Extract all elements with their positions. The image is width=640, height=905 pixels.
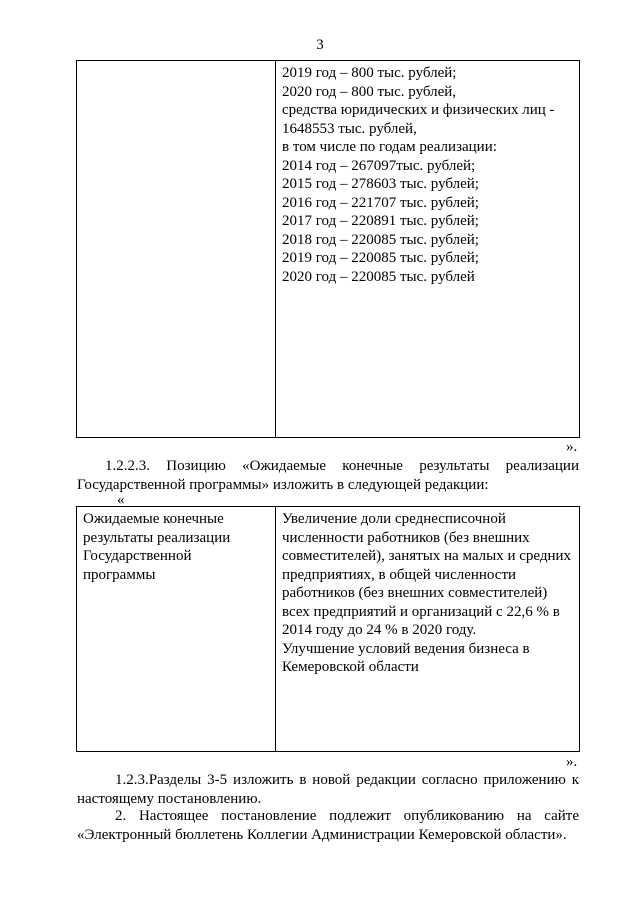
paragraph-line: 1.2.3.Разделы 3-5 изложить в новой редакции согласно приложению к: [115, 772, 579, 788]
value-line: совместителей), занятых на малых и средних: [282, 548, 572, 564]
expected-results-label-cell: [83, 510, 230, 584]
table-divider: [275, 61, 276, 437]
value-line: Кемеровской области: [282, 659, 419, 675]
paragraph-line: настоящему постановлению.: [77, 791, 262, 807]
paragraph-1-2-2-3: [77, 457, 579, 495]
financing-table: [76, 60, 580, 438]
table-divider: [275, 507, 276, 751]
financing-line: 2020 год – 220085 тыс. рублей: [282, 268, 475, 285]
paragraph-line: Государственной программы» изложить в следующей редакции:: [77, 477, 489, 493]
financing-line: средства юридических и физических лиц -: [282, 102, 555, 118]
closing-quote: ».: [566, 439, 578, 455]
closing-quote-2: ».: [566, 754, 578, 770]
value-line: всех предприятий и организаций с 22,6 % в: [282, 603, 560, 620]
paragraph-line: «Электронный бюллетень Коллегии Администрации Кемеровской области».: [77, 827, 567, 843]
page-number: 3: [316, 37, 324, 53]
financing-line: 2015 год – 278603 тыс. рублей;: [282, 176, 479, 192]
financing-line: в том числе по годам реализации:: [282, 139, 497, 155]
paragraph-2: [77, 807, 579, 845]
value-line: предприятиях, в общей численности: [282, 566, 517, 583]
financing-line: 2017 год – 220891 тыс. рублей;: [282, 213, 479, 229]
value-line: численности работников (без внешних: [282, 529, 530, 546]
value-line: 2014 году до 24 % в 2020 году.: [282, 622, 477, 638]
label-line: Государственной: [83, 548, 192, 564]
paragraph-line: 1.2.2.3. Позицию «Ожидаемые конечные результаты реализации: [105, 458, 579, 474]
paragraph-line: 2. Настоящее постановление подлежит опубликованию на сайте: [115, 808, 579, 824]
financing-line: 2018 год – 220085 тыс. рублей;: [282, 231, 479, 248]
financing-line: 1648553 тыс. рублей,: [282, 120, 417, 137]
value-line: Увеличение доли среднесписочной: [282, 511, 506, 527]
financing-line: 2020 год – 800 тыс. рублей,: [282, 83, 457, 100]
paragraph-1-2-3: [77, 771, 579, 809]
value-line: работников (без внешних совместителей): [282, 585, 548, 601]
label-line: результаты реализации: [83, 529, 231, 546]
financing-line: 2014 год – 267097тыс. рублей;: [282, 157, 476, 174]
expected-results-table: [76, 506, 580, 752]
opening-quote: «: [117, 492, 125, 508]
financing-line: 2016 год – 221707 тыс. рублей;: [282, 194, 479, 211]
expected-results-value-cell: [282, 510, 571, 677]
value-line: Улучшение условий ведения бизнеса в: [282, 640, 530, 657]
financing-details-cell: [282, 64, 555, 286]
financing-line: 2019 год – 220085 тыс. рублей;: [282, 250, 479, 266]
label-line: программы: [83, 566, 156, 583]
label-line: Ожидаемые конечные: [83, 511, 224, 527]
financing-line: 2019 год – 800 тыс. рублей;: [282, 65, 457, 81]
